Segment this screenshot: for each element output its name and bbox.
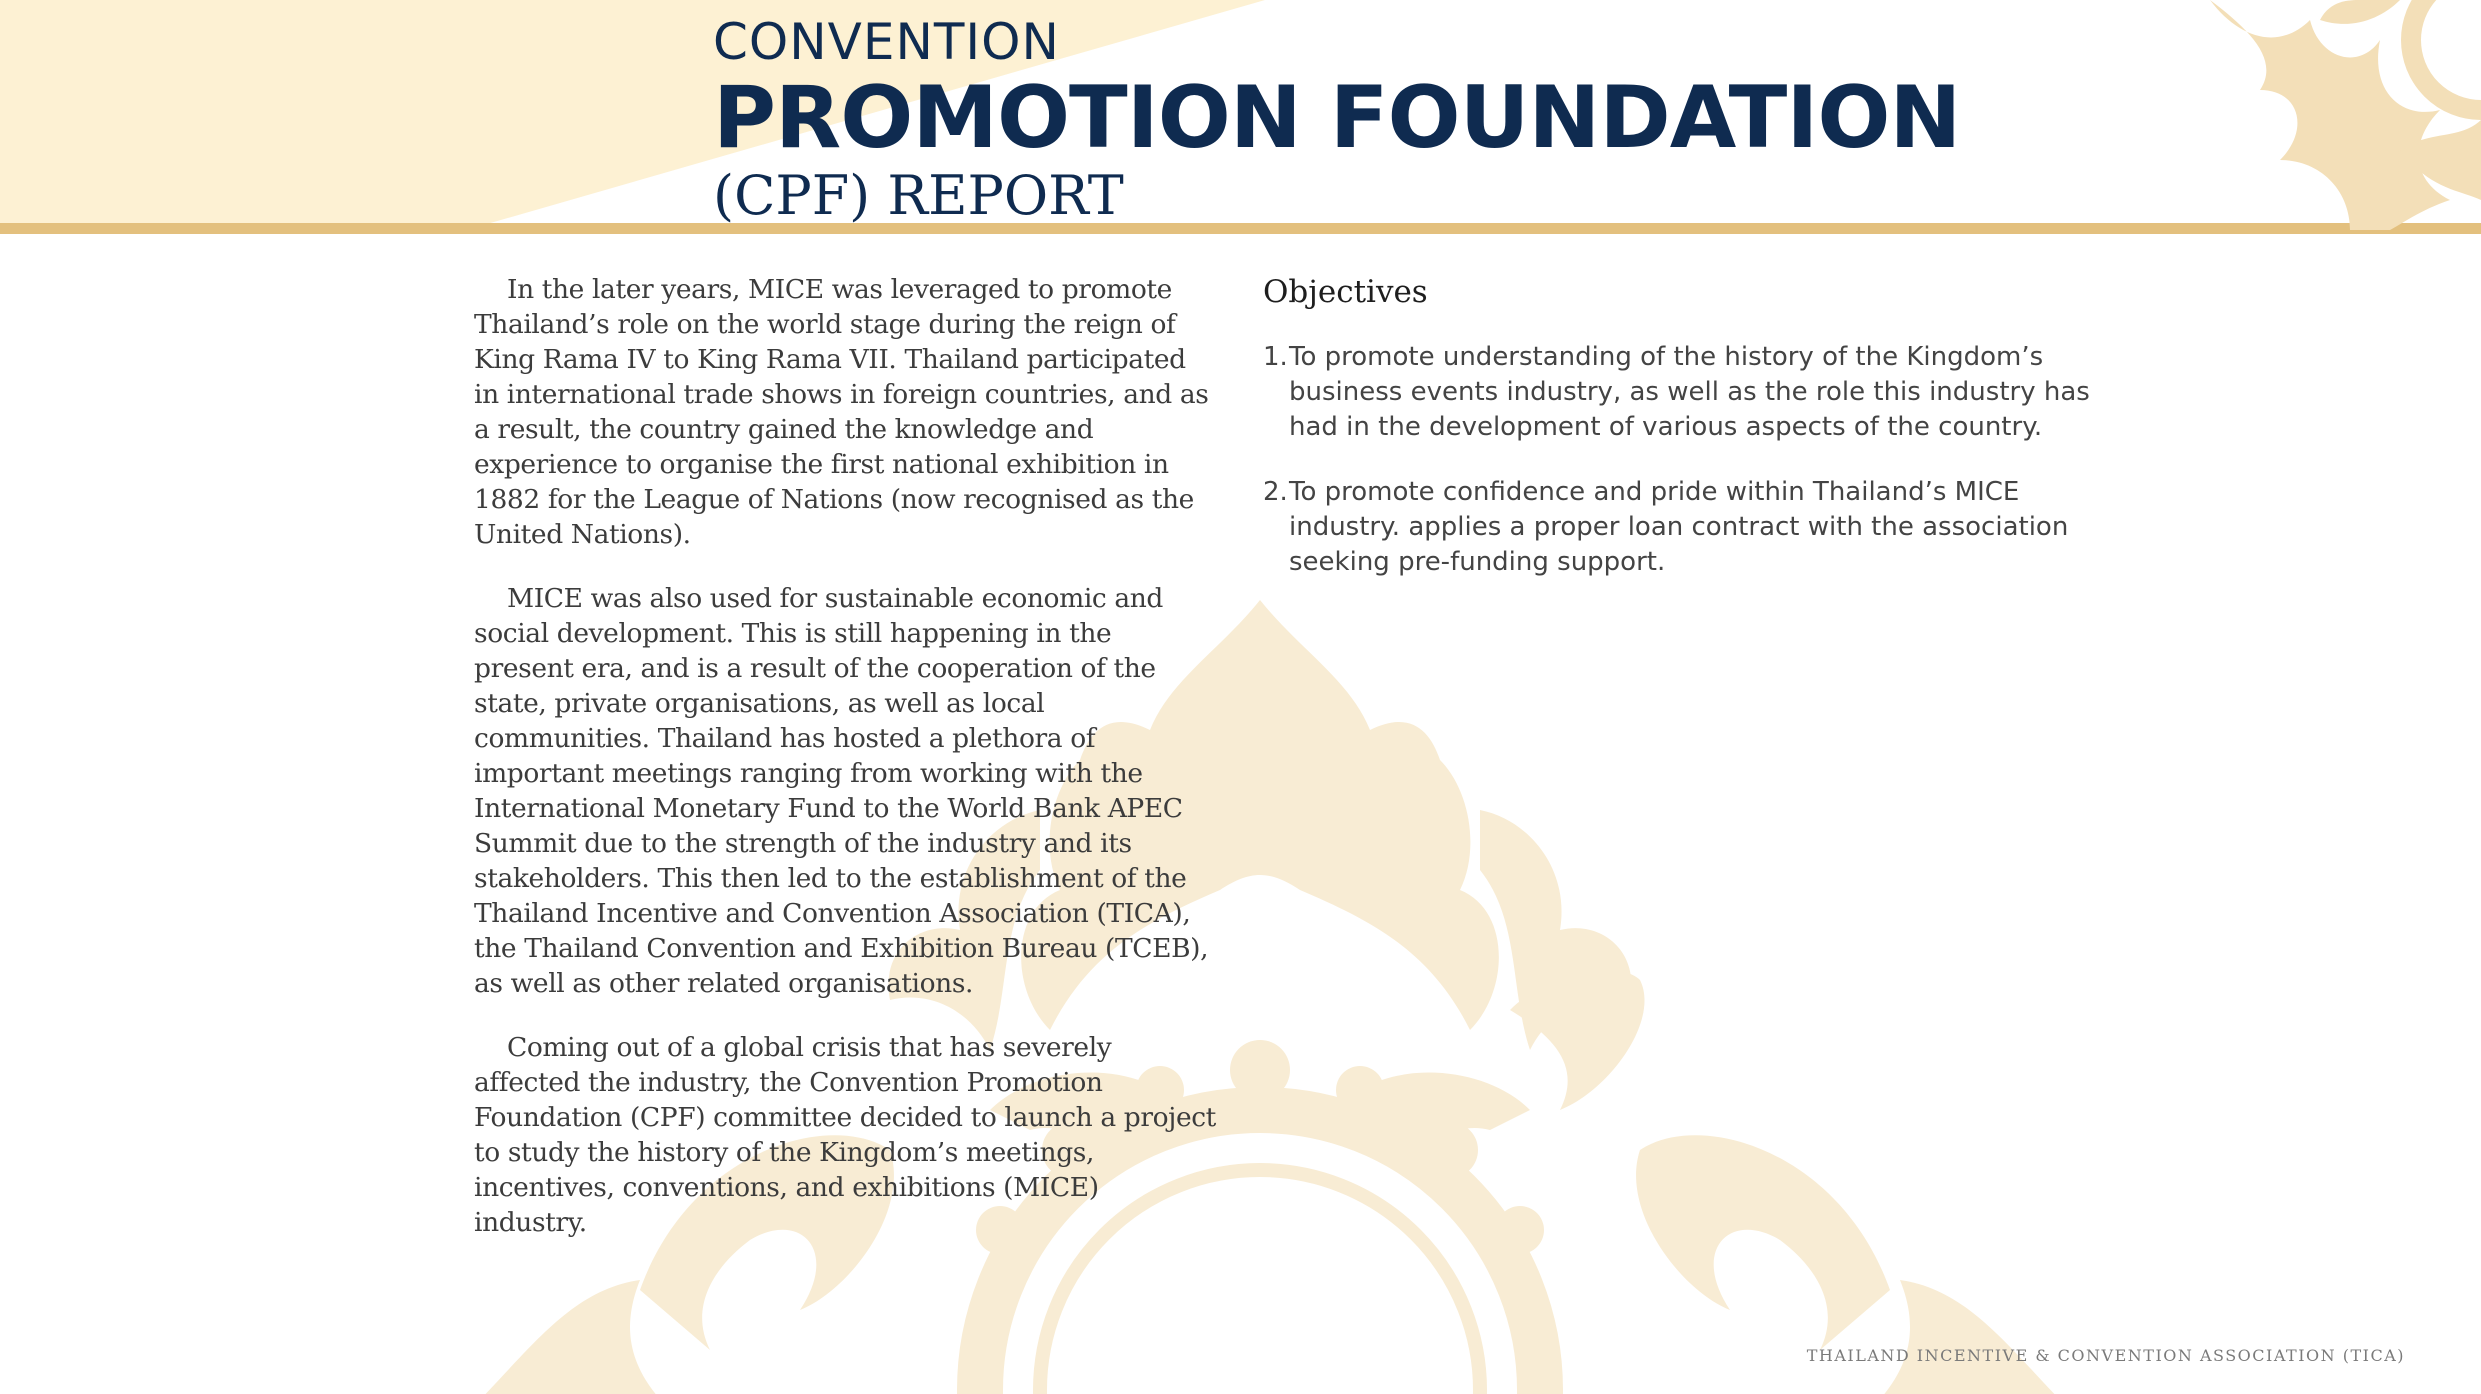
title-cpf-report: (CPF) REPORT [713, 164, 1124, 227]
title-convention: CONVENTION [713, 13, 1060, 71]
objective-text: To promote understanding of the history of the Kingdom’s business events industry, as well as the role this industry has had in the development of various aspects of the country. [1289, 342, 2090, 442]
body-paragraph: Coming out of a global crisis that has severely affected the industry, the Convention Promotion Foundation (CPF) committee decided to launch a project to study the history of the Kingdom’s meetings, incentives, conventions, and exhibitions (MICE) industry. [474, 1032, 1216, 1238]
objectives-section [1263, 270, 2093, 610]
objectives-heading: Objectives [1263, 274, 1428, 310]
objective-number: 1. [1263, 342, 1288, 372]
body-paragraph: MICE was also used for sustainable economic and social development. This is still happening in the present era, and is a result of the cooperation of the state, private organisations, as well as local communities. Thailand has hosted a plethora of important meetings ranging from working with the International Monetary Fund to the World Bank APEC Summit due to the strength of the industry and its stakeholders. This then led to the establishment of the Thailand Incentive and Convention Association (TICA), the Thailand Convention and Exhibition Bureau (TCEB), as well as other related organisations. [474, 583, 1209, 999]
objectives-list [1263, 340, 2093, 580]
objective-number: 2. [1263, 477, 1288, 507]
objective-text: To promote confidence and pride within Thailand’s MICE industry. applies a proper loan contract with the association seeking pre-funding support. [1289, 477, 2069, 577]
body-column [474, 272, 1218, 1269]
objective-item [1263, 340, 2093, 445]
objective-item [1263, 475, 2093, 580]
report-title [713, 12, 1960, 228]
footer-organization: THAILAND INCENTIVE & CONVENTION ASSOCIATION (TICA) [1806, 1346, 2405, 1365]
body-paragraph: In the later years, MICE was leveraged to promote Thailand’s role on the world stage during the reign of King Rama IV to King Rama VII. Thailand participated in international trade shows in foreign countries, and as a result, the country gained the knowledge and experience to organise the first national exhibition in 1882 for the League of Nations (now recognised as the United Nations). [474, 274, 1209, 550]
corner-ornament-icon [2200, 0, 2481, 230]
title-promotion-foundation: PROMOTION FOUNDATION [713, 68, 1961, 168]
